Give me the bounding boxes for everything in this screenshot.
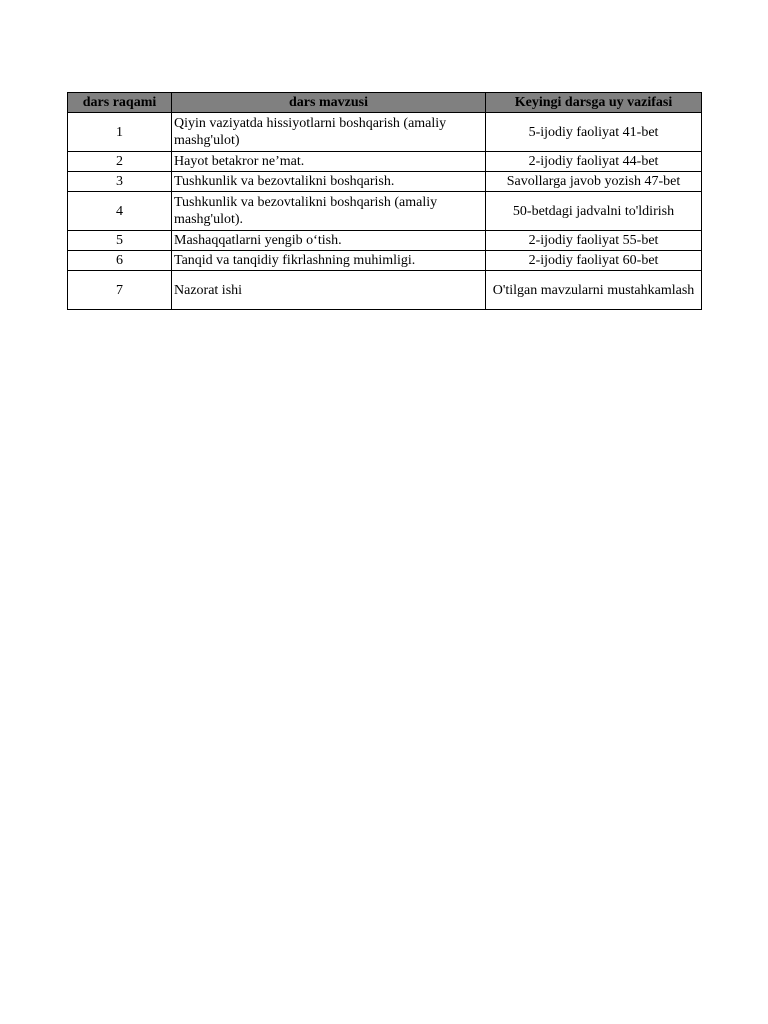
lesson-number-cell: 3 <box>68 172 172 192</box>
lesson-topic-cell: Tushkunlik va bezovtalikni boshqarish (amaliy mashg'ulot). <box>172 192 486 231</box>
header-lesson-topic: dars mavzusi <box>172 93 486 113</box>
table-row <box>68 113 702 152</box>
lesson-topic-cell: Mashaqqatlarni yengib o‘tish. <box>172 231 486 251</box>
table-row <box>68 192 702 231</box>
header-homework: Keyingi darsga uy vazifasi <box>486 93 702 113</box>
lesson-number-cell: 2 <box>68 152 172 172</box>
homework-cell: 5-ijodiy faoliyat 41-bet <box>486 113 702 152</box>
header-lesson-number: dars raqami <box>68 93 172 113</box>
lesson-topic-cell: Hayot betakror ne’mat. <box>172 152 486 172</box>
table-row <box>68 172 702 192</box>
homework-cell: 2-ijodiy faoliyat 60-bet <box>486 251 702 271</box>
lesson-topic-cell: Qiyin vaziyatda hissiyotlarni boshqarish (amaliy mashg'ulot) <box>172 113 486 152</box>
lesson-schedule-table <box>67 92 702 310</box>
homework-cell: 2-ijodiy faoliyat 55-bet <box>486 231 702 251</box>
lesson-number-cell: 1 <box>68 113 172 152</box>
table-row <box>68 251 702 271</box>
table-header-row <box>68 93 702 113</box>
homework-cell: O'tilgan mavzularni mustahkamlash <box>486 271 702 310</box>
lesson-topic-cell: Tushkunlik va bezovtalikni boshqarish. <box>172 172 486 192</box>
table-row <box>68 271 702 310</box>
lesson-number-cell: 5 <box>68 231 172 251</box>
homework-cell: Savollarga javob yozish 47-bet <box>486 172 702 192</box>
lesson-topic-cell: Tanqid va tanqidiy fikrlashning muhimligi. <box>172 251 486 271</box>
table-row <box>68 231 702 251</box>
homework-cell: 50-betdagi jadvalni to'ldirish <box>486 192 702 231</box>
lesson-number-cell: 7 <box>68 271 172 310</box>
table-row <box>68 152 702 172</box>
lesson-topic-cell: Nazorat ishi <box>172 271 486 310</box>
lesson-number-cell: 6 <box>68 251 172 271</box>
homework-cell: 2-ijodiy faoliyat 44-bet <box>486 152 702 172</box>
lesson-number-cell: 4 <box>68 192 172 231</box>
